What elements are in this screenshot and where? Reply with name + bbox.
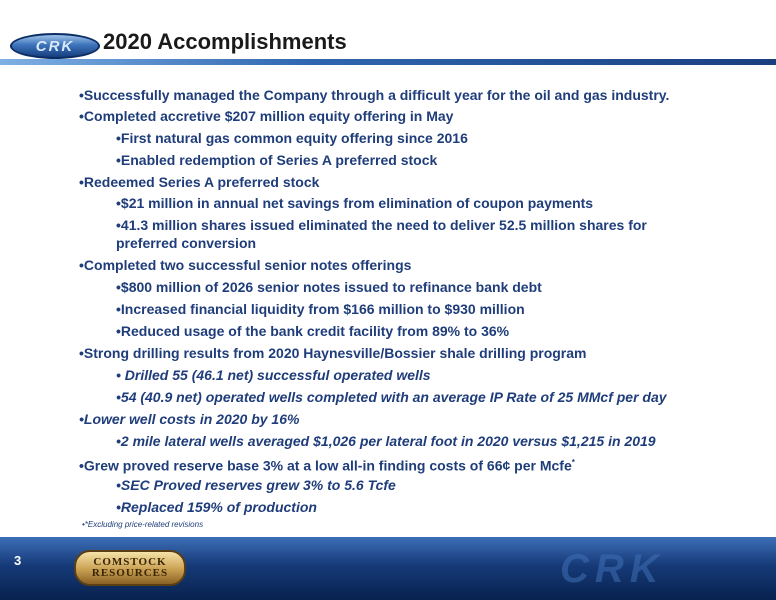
header-divider <box>0 59 776 65</box>
bullet-item: •Strong drilling results from 2020 Haynesville/Bossier shale drilling program <box>79 345 587 361</box>
page-title: 2020 Accomplishments <box>103 29 347 54</box>
page-number: 3 <box>14 553 22 568</box>
crk-watermark: CRK <box>560 547 665 591</box>
sub-bullet-item: •Enabled redemption of Series A preferred stock <box>116 152 438 168</box>
sub-bullet-item: •$21 million in annual net savings from elimination of coupon payments <box>116 195 594 211</box>
bullet-item: •Completed two successful senior notes offerings <box>79 257 412 273</box>
bullet-item: •Successfully managed the Company through a difficult year for the oil and gas industry. <box>79 87 670 103</box>
sub-bullet-item: •2 mile lateral wells averaged $1,026 per lateral foot in 2020 versus $1,215 in 2019 <box>116 433 656 449</box>
sub-bullet-item: •Increased financial liquidity from $166 million to $930 million <box>116 301 525 317</box>
sub-bullet-item: •Reduced usage of the bank credit facility from 89% to 36% <box>116 323 510 339</box>
comstock-logo <box>74 550 186 586</box>
footnote: •*Excluding price-related revisions <box>82 520 204 529</box>
bullet-item: •Lower well costs in 2020 by 16% <box>79 411 300 427</box>
sub-bullet-item: •54 (40.9 net) operated wells completed with an average IP Rate of 25 MMcf per day <box>116 389 667 405</box>
header <box>0 0 776 66</box>
sub-bullet-item: •Replaced 159% of production <box>116 499 317 515</box>
sub-bullet-item: •SEC Proved reserves grew 3% to 5.6 Tcfe <box>116 477 396 493</box>
bullet-item-text: •Grew proved reserve base 3% at a low all-in finding costs of 66¢ per Mcfe <box>79 457 572 474</box>
footnote-marker: * <box>571 458 575 467</box>
comstock-logo-text: COMSTOCK RESOURCES <box>91 556 169 579</box>
bullet-item <box>79 454 575 475</box>
sub-bullet-item: •$800 million of 2026 senior notes issued to refinance bank debt <box>116 279 542 295</box>
footer-bar <box>0 537 776 600</box>
sub-bullet-item: •41.3 million shares issued eliminated the need to deliver 52.5 million shares for preferred conversion <box>116 217 647 251</box>
crk-logo <box>10 33 100 59</box>
sub-bullet-item: •First natural gas common equity offering since 2016 <box>116 130 468 146</box>
crk-logo-text: CRK <box>35 37 75 55</box>
bullet-item: •Completed accretive $207 million equity offering in May <box>79 108 454 124</box>
sub-bullet-item: • Drilled 55 (46.1 net) successful operated wells <box>116 367 431 383</box>
bullet-item: •Redeemed Series A preferred stock <box>79 174 320 190</box>
